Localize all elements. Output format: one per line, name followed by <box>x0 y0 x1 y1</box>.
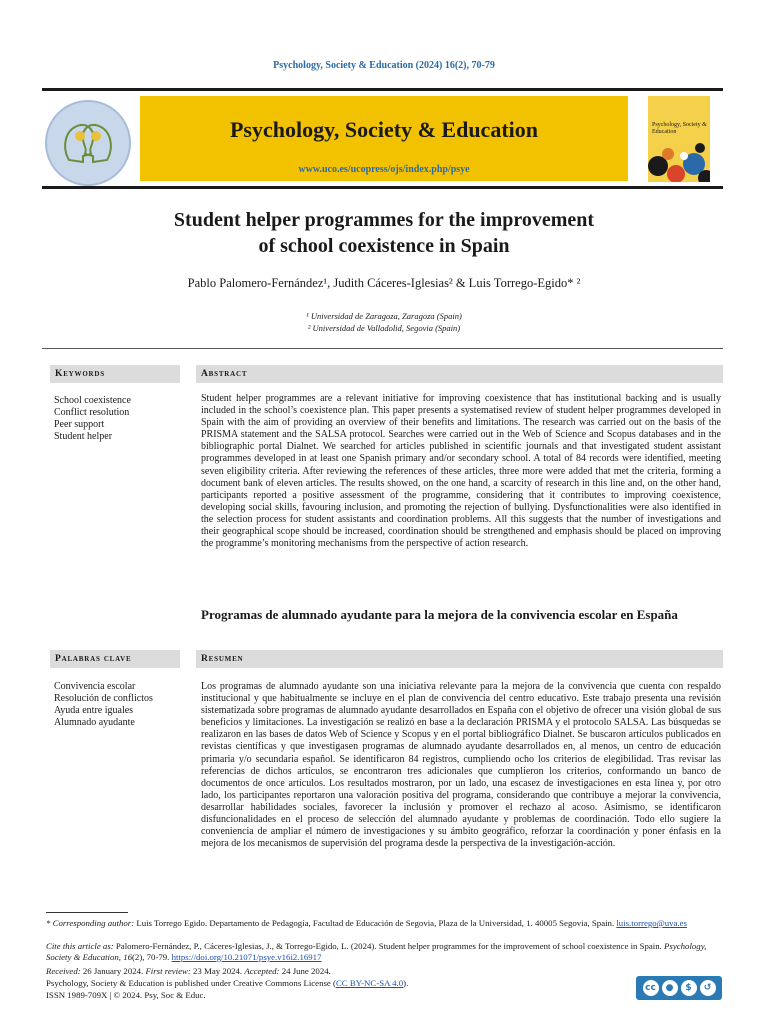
by-icon: ● <box>662 980 678 996</box>
paper-title-line1: Student helper programmes for the improvement <box>173 209 595 231</box>
doi-link[interactable]: https://doi.org/10.21071/psye.v16i2.16917 <box>171 952 322 962</box>
palabras-clave-list <box>54 681 184 729</box>
palabras-clave-label: Palabras clave <box>55 654 132 664</box>
issn-line: ISSN 1989-709X | © 2024. Psy, Soc & Educ. <box>46 990 206 1000</box>
creative-commons-icon[interactable] <box>636 976 722 1000</box>
paper-title-line2: of school coexistence in Spain <box>258 235 510 257</box>
keyword-item: Ayuda entre iguales <box>54 705 134 716</box>
accepted-label: Accepted: <box>244 966 280 976</box>
resumen-label: Resumen <box>201 654 244 664</box>
abstract-label: Abstract <box>201 369 248 379</box>
cite-label: Cite this article as: <box>46 941 114 951</box>
keyword-item: School coexistence <box>54 395 131 406</box>
authors: Pablo Palomero-Fernández¹, Judith Cáceres-Iglesias² & Luis Torrego-Egido* ² <box>187 276 581 290</box>
journal-url[interactable]: www.uco.es/ucopress/ojs/index.php/psye <box>298 164 470 175</box>
corresponding-author <box>46 918 726 929</box>
resumen-header <box>196 650 723 668</box>
abstract-text: Student helper programmes are a relevant initiative for improving coexistence that has institutional backing and is usually included in the school’s coexistence plan. This paper presents a systematised review of student helper programmes developed in Spain with the aim of providing an overview of their benefits and limitations. The research was carried out on the basis of the PRISMA statement and the SALSA protocol. Searches were carried out in the Web of Science and Scopus databases and in the bibliographic portal Dialnet. We searched for articles published in scientific journals and that investigated student assistant programmes developed in at least one Spanish primary and/or secondary school. A total of 84 records were identified, meeting seven eligibility criteria. After reviewing the references of these articles, three more were added that met the criteria, forming a document bank of eleven articles. The results showed, on the one hand, a scarcity of research in this line and, on the other hand, participants reported a positive assessment of the programme, considering that it contributes to improving coexistence, developing social skills, favouring inclusion, and promoting the rejection of bullying. Dysfunctionalities were also identified in the selection process for student assistants and coordination problems. All this suggests that the number of investigations and their geographical scope should be increased, coordination should be strengthened and emphasis should be placed on improving the programme’s monitoring mechanisms from the perspective of action research. <box>201 393 721 550</box>
paper-title <box>100 207 668 259</box>
footnote-rule <box>46 912 128 913</box>
keywords-list <box>54 395 184 443</box>
license-link[interactable]: CC BY-NC-SA 4.0 <box>335 978 404 988</box>
keyword-item: Student helper <box>54 431 113 442</box>
keyword-item: Conflict resolution <box>54 407 130 418</box>
affiliation-2: ² Universidad de Valladolid, Segovia (Spain) <box>307 323 461 333</box>
cite-text: Palomero-Fernández, P., Cáceres-Iglesias, J., & Torrego-Egido, L. (2024). Student helper programmes for the improvement of school coexistence in Spain. <box>115 941 662 951</box>
cover-title: Psychology, Society & Education <box>652 122 707 135</box>
corresponding-text: Luis Torrego Egido. Departamento de Pedagogía, Facultad de Educación de Segovia, Plaza de la Universidad, 1. 40005 Segovia, Spain. <box>136 918 615 928</box>
resumen-text: Los programas de alumnado ayudante son una iniciativa relevante para la mejora de la convivencia que cuenta con respaldo institucional y que habitualmente se incluye en el plan de convivencia del centro educativo. Este trabajo presenta una revisión sistematizada sobre programas de alumnado ayudante desarrollados en España con el objetivo de ofrecer una visión global de sus beneficios y limitaciones. La investigación se realizó en base a la declaración PRISMA y el protocolo SALSA. Las búsquedas se realizaron en las bases de datos Web of Science y Scopus y en el portal bibliográfico Dialnet. Se buscaron artículos publicados en revistas científicas y que investigasen programas de alumnado ayudante desarrollados en, al menos, un centro de educación primaria y/o secundaria español. Se identificaron 84 registros, cumpliendo ocho los criterios de elegibilidad. Tras revisar las referencias de dichos artículos, se encontraron tres adicionales que cumplieron los criterios, conformando un banco de documentos de once artículos. Los resultados mostraron, por un lado, una escasez de investigaciones en esta línea y, por otro lado, los participantes reportaron una valoración positiva del programa, considerando que contribuye a mejorar la convivencia, desarrollar habilidades sociales, favorecer la inclusión y promover el rechazo al acoso. Asimismo, se identificaron disfuncionalidades en el proceso de selección del alumnado ayudante y problemas de coordinación. Todo ello sugiere la conveniencia de ampliar el número de investigaciones y su ámbito geográfico, reforzar la coordinación y poner énfasis en la mejora de los mecanismos de supervisión del programa desde la perspectiva de la investigación-acción. <box>201 681 721 850</box>
keyword-item: Peer support <box>54 419 105 430</box>
license-line <box>46 978 626 989</box>
keywords-header <box>50 365 180 383</box>
journal-title: Psychology, Society & Education <box>229 117 538 142</box>
nc-icon: $ <box>681 980 697 996</box>
citation <box>46 941 726 963</box>
section-divider <box>42 348 723 349</box>
running-head: Psychology, Society & Education (2024) 16(2), 70-79 <box>273 60 495 71</box>
sa-icon: ↺ <box>700 980 716 996</box>
palabras-clave-header <box>50 650 180 668</box>
received-label: Received: <box>46 966 81 976</box>
keyword-item: Convivencia escolar <box>54 681 136 692</box>
keyword-item: Resolución de conflictos <box>54 693 153 704</box>
keyword-item: Alumnado ayudante <box>54 717 135 728</box>
keywords-label: Keywords <box>55 369 105 379</box>
header-bottom-rule <box>42 186 723 189</box>
first-review-label: First review: <box>145 966 191 976</box>
header-top-rule <box>42 88 723 91</box>
accepted-date: 24 June 2024. <box>281 966 331 976</box>
spanish-title: Programas de alumnado ayudante para la mejora de la convivencia escolar en España <box>201 607 678 622</box>
abstract-header <box>196 365 723 383</box>
first-review-date: 23 May 2024. <box>193 966 243 976</box>
affiliation-1: ¹ Universidad de Zaragoza, Zaragoza (Spain) <box>306 311 462 321</box>
journal-cover-image <box>648 96 710 182</box>
license-end: ). <box>403 978 409 988</box>
cc-icon: cc <box>643 980 659 996</box>
received-date: 26 January 2024. <box>82 966 144 976</box>
license-text: Psychology, Society & Education is published under Creative Commons License ( <box>46 978 336 988</box>
cite-pages: (2), 70-79. <box>132 952 170 962</box>
email-link[interactable]: luis.torrego@uva.es <box>616 918 687 928</box>
corresponding-label: * Corresponding author: <box>46 918 135 928</box>
dates-line <box>46 966 726 977</box>
journal-logo-icon <box>45 100 131 186</box>
cite-journal: Psychology, Society & Education, 16 <box>46 941 707 962</box>
